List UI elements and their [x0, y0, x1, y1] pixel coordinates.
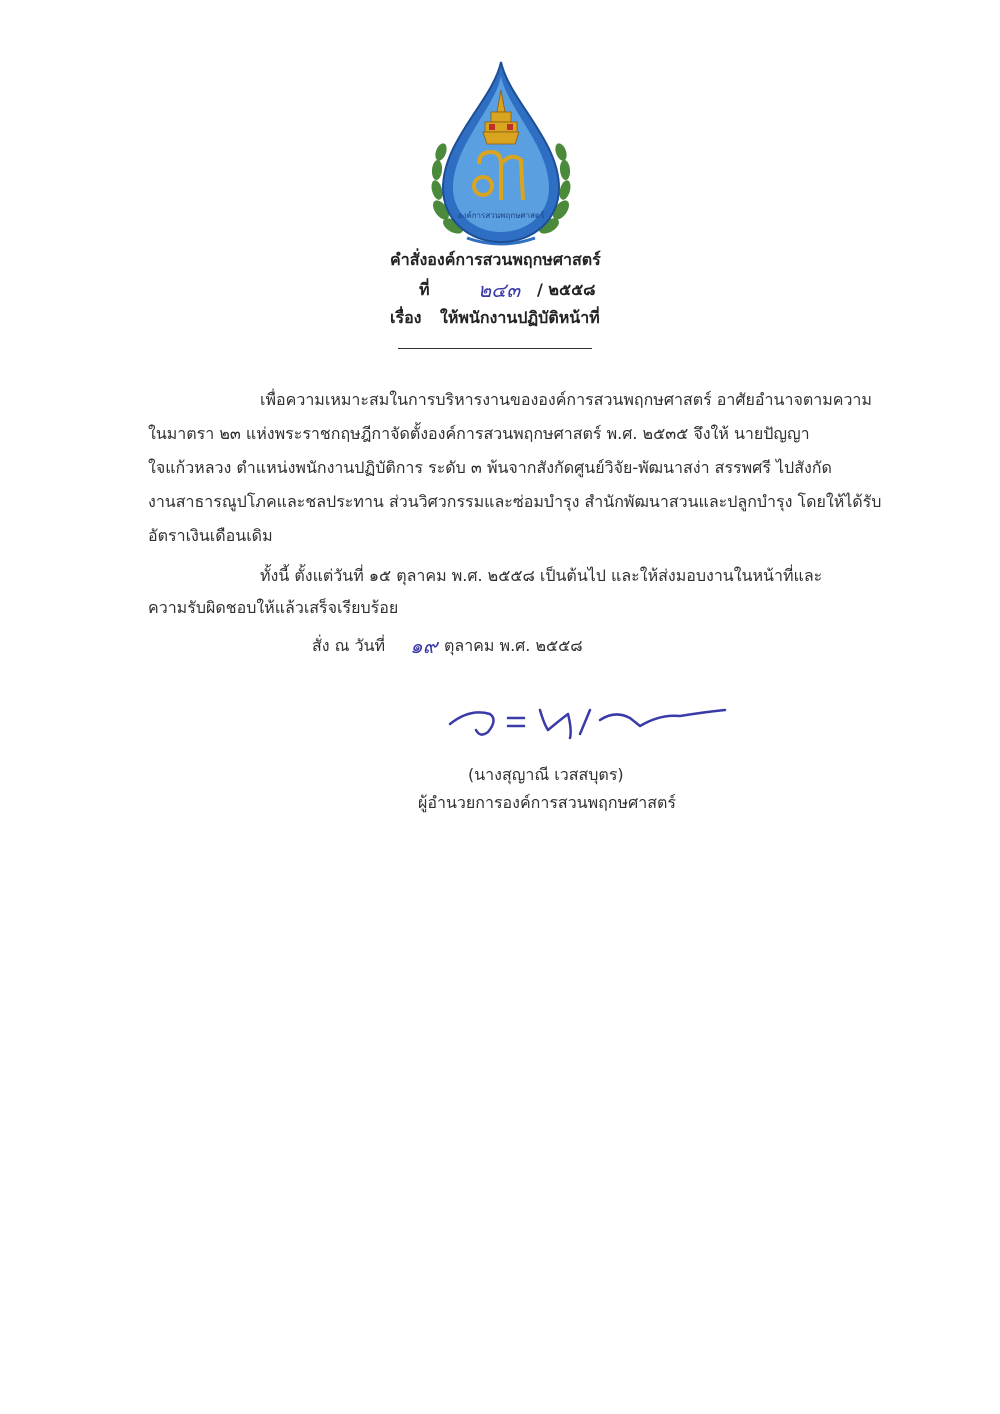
paragraph1-line: ในมาตรา ๒๓ แห่งพระราชกฤษฎีกาจัดตั้งองค์การสวนพฤกษศาสตร์ พ.ศ. ๒๕๓๕ จึงให้ นายปัญญา [148, 424, 810, 443]
order-number-handwritten: ๒๔๓ [478, 278, 520, 302]
order-date-prefix: สั่ง ณ วันที่ [312, 636, 386, 655]
paragraph1-line: เพื่อความเหมาะสมในการบริหารงานขององค์การสวนพฤกษศาสตร์ อาศัยอำนาจตามความ [260, 390, 872, 409]
paragraph1-line: งานสาธารณูปโภคและชลประทาน ส่วนวิศวกรรมและซ่อมบำรุง สำนักพัฒนาสวนและปลูกบำรุง โดยให้ได้รับ [148, 492, 882, 511]
paragraph1-line: ใจแก้วหลวง ตำแหน่งพนักงานปฏิบัติการ ระดับ ๓ พ้นจากสังกัดศูนย์วิจัย-พัฒนาสง่า สรรพศรี ไปสังกัด [148, 458, 832, 477]
order-number-year: / ๒๕๕๘ [537, 280, 596, 299]
org-emblem-logo [427, 60, 575, 250]
paragraph2-line: ทั้งนี้ ตั้งแต่วันที่ ๑๕ ตุลาคม พ.ศ. ๒๕๕๘ เป็นต้นไป และให้ส่งมอบงานในหน้าที่และ [260, 566, 823, 585]
order-number-label: ที่ [419, 280, 430, 299]
document-title: คำสั่งองค์การสวนพฤกษศาสตร์ [390, 250, 601, 269]
subject-label: เรื่อง [390, 308, 422, 327]
subject-text: ให้พนักงานปฏิบัติหน้าที่ [440, 308, 600, 327]
paragraph1-line: อัตราเงินเดือนเดิม [148, 526, 273, 545]
header-divider [398, 348, 592, 349]
handwritten-signature [440, 690, 730, 750]
paragraph2-line: ความรับผิดชอบให้แล้วเสร็จเรียบร้อย [148, 598, 399, 617]
signatory-position: ผู้อำนวยการองค์การสวนพฤกษศาสตร์ [418, 793, 676, 812]
logo-text: องค์การสวนพฤกษศาสตร์ [457, 211, 545, 220]
order-date-suffix: ตุลาคม พ.ศ. ๒๕๕๘ [444, 636, 583, 655]
signatory-name: (นางสุญาณี เวสสบุตร) [468, 765, 624, 784]
order-day-handwritten: ๑๙ [410, 634, 438, 658]
